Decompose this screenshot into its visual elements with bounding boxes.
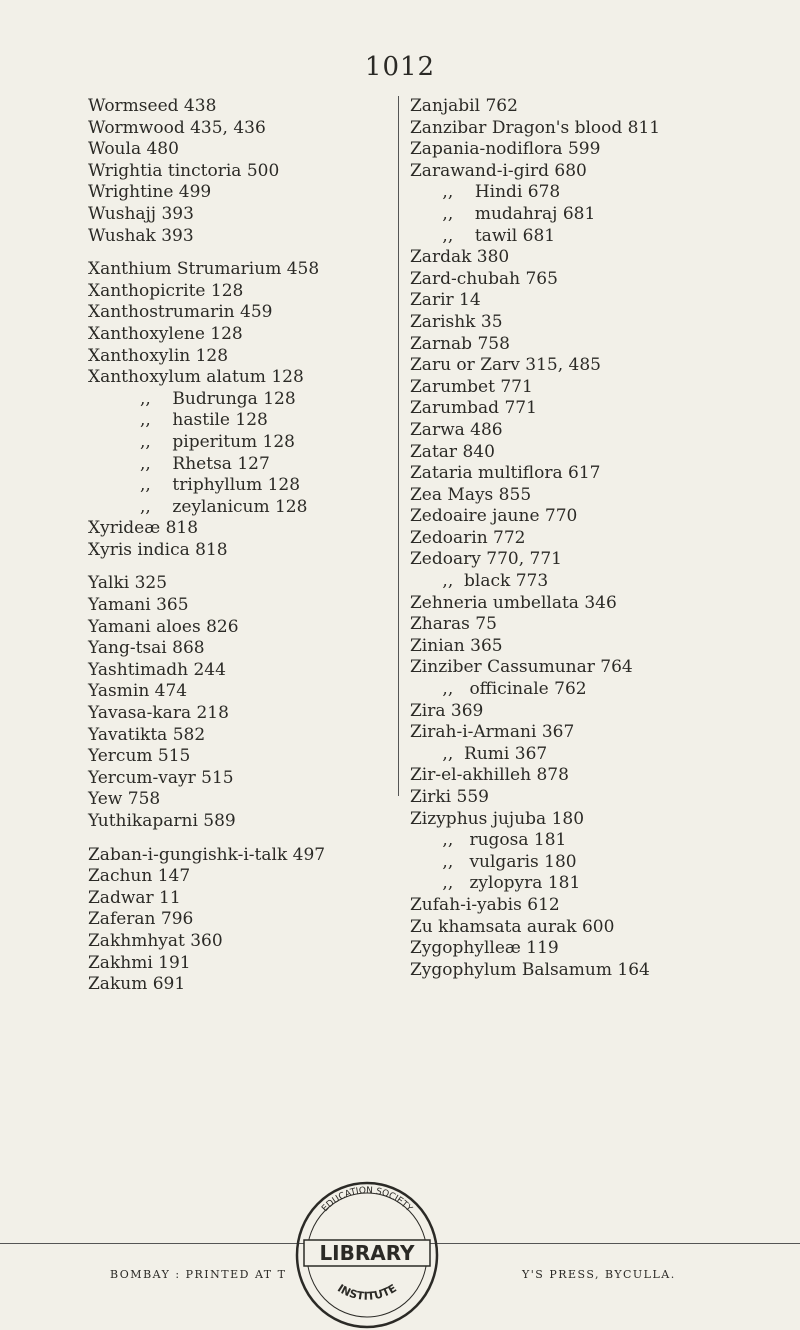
index-entry: Zizyphus jujuba 180 — [410, 808, 585, 829]
index-entry: Woula 480 — [88, 139, 179, 160]
index-entry: Yuthikaparni 589 — [88, 811, 236, 831]
index-entry: Zufah-i-yabis 612 — [410, 894, 560, 915]
index-entry: Zu khamsata aurak 600 — [410, 916, 615, 937]
index-entry: Zirah-i-Armani 367 — [410, 722, 575, 743]
index-entry: Zarnab 758 — [410, 333, 510, 354]
index-entry: Xanthoxylin 128 — [88, 345, 229, 366]
index-entry: Zatar 840 — [410, 441, 495, 462]
index-entry: Wushajj 393 — [88, 203, 194, 224]
index-entry: Zehneria umbellata 346 — [410, 592, 617, 613]
index-entry: Zarishk 35 — [410, 311, 503, 332]
index-entry: Xyrideæ 818 — [88, 518, 199, 539]
left-column — [88, 96, 378, 996]
index-entry: Zadwar 11 — [88, 887, 181, 908]
index-entry: Yamani 365 — [88, 595, 189, 616]
index-entry: Wushak 393 — [88, 225, 194, 246]
index-entry: Zardak 380 — [410, 247, 510, 268]
index-entry: ,, Rumi 367 — [410, 743, 548, 764]
index-entry: Zakhmi 191 — [88, 952, 191, 973]
section-gap — [88, 247, 378, 259]
index-entry: Yasmin 474 — [88, 681, 188, 702]
index-entry: Yavasa-kara 218 — [88, 703, 229, 724]
index-entry: Zarwa 486 — [410, 419, 503, 440]
index-entry: Xanthoxylene 128 — [88, 323, 243, 344]
index-entry: Zedoary 770, 771 — [410, 549, 562, 570]
index-entry: Zygophylleæ 119 — [410, 938, 559, 959]
index-entry: ,, mudahraj 681 — [410, 203, 596, 224]
index-entry: ,, Budrunga 128 — [140, 388, 296, 409]
index-entry: Zir-el-akhilleh 878 — [410, 765, 569, 786]
index-entry: ,, officinale 762 — [410, 679, 587, 700]
library-stamp — [292, 1170, 442, 1330]
index-entry: Zanjabil 762 — [410, 96, 518, 116]
index-entry: Xanthoxylum alatum 128 — [88, 367, 304, 388]
index-entry: ,, black 773 — [410, 571, 549, 592]
stamp-bottom-text: INSTITUTE — [335, 1281, 399, 1303]
index-entry: Zanzibar Dragon's blood 811 — [410, 117, 661, 138]
index-entry: Yercum 515 — [88, 746, 191, 767]
index-entry: ,, zylopyra 181 — [410, 873, 581, 894]
index-entry: Zakum 691 — [88, 974, 186, 995]
index-entry: Zarumbet 771 — [410, 376, 533, 397]
index-entry: Zinziber Cassumunar 764 — [410, 657, 633, 678]
index-entry: Zedoaire jaune 770 — [410, 506, 578, 527]
index-entry: ,, tawil 681 — [410, 225, 556, 246]
index-entry: Yalki 325 — [88, 573, 168, 594]
index-entry: Xanthium Strumarium 458 — [88, 259, 320, 280]
index-entry: Zirki 559 — [410, 787, 489, 807]
index-entry: Zharas 75 — [410, 614, 497, 635]
index-entry: Zard-chubah 765 — [410, 268, 558, 289]
index-entry: Xanthostrumarin 459 — [88, 302, 273, 323]
index-entry: Zachun 147 — [88, 866, 191, 887]
index-entry: Yamani aloes 826 — [88, 616, 239, 637]
right-column — [410, 96, 730, 981]
index-entry: Zaferan 796 — [88, 909, 194, 930]
index-entry: Wrightia tinctoria 500 — [88, 160, 280, 181]
section-gap — [88, 561, 378, 573]
index-entry: ,, zeylanicum 128 — [140, 496, 308, 517]
index-entry: Zygophylum Balsamum 164 — [410, 959, 650, 980]
column-divider — [398, 96, 399, 796]
index-entry: Zakhmhyat 360 — [88, 930, 223, 951]
index-entry: Zarawand-i-gird 680 — [410, 160, 587, 181]
index-entry: Zira 369 — [410, 700, 484, 721]
stamp-top-text: EDUCATION SOCIETY — [320, 1185, 414, 1215]
index-entry: Wormwood 435, 436 — [88, 117, 266, 138]
index-entry: ,, Hindi 678 — [410, 182, 561, 203]
index-entry: Wormseed 438 — [88, 96, 217, 116]
index-entry: Zaru or Zarv 315, 485 — [410, 355, 601, 376]
section-gap — [88, 833, 378, 845]
footer-imprint-left: BOMBAY : PRINTED AT T — [110, 1268, 287, 1281]
index-entry: Zea Mays 855 — [410, 484, 532, 505]
index-entry: Yavatikta 582 — [88, 724, 206, 745]
index-entry: Yercum-vayr 515 — [88, 767, 234, 788]
index-entry: Wrightine 499 — [88, 182, 212, 203]
index-entry: Zarumbad 771 — [410, 398, 537, 419]
index-entry: ,, Rhetsa 127 — [140, 453, 270, 474]
index-entry: Xanthopicrite 128 — [88, 280, 244, 301]
index-entry: ,, hastile 128 — [140, 410, 268, 431]
index-entry: ,, triphyllum 128 — [140, 475, 301, 496]
page-number: 1012 — [364, 52, 436, 82]
index-entry: Yang-tsai 868 — [88, 638, 205, 659]
index-entry: Yashtimadh 244 — [88, 659, 226, 680]
index-entry: Zataria multiflora 617 — [410, 463, 601, 484]
footer-imprint-right: Y'S PRESS, BYCULLA. — [522, 1268, 676, 1281]
index-entry: Zaban-i-gungishk-i-talk 497 — [88, 844, 326, 865]
index-entry: Zapania-nodiflora 599 — [410, 139, 601, 160]
index-entry: Yew 758 — [88, 789, 161, 810]
index-entry: ,, piperitum 128 — [140, 431, 296, 452]
index-entry: Zedoarin 772 — [410, 527, 526, 548]
index-entry: Zinian 365 — [410, 635, 503, 656]
index-entry: ,, vulgaris 180 — [410, 851, 577, 872]
index-entry: Zarir 14 — [410, 290, 481, 311]
index-entry: ,, rugosa 181 — [410, 830, 567, 851]
stamp-center-text: LIBRARY — [319, 1241, 415, 1265]
index-entry: Xyris indica 818 — [88, 539, 228, 560]
